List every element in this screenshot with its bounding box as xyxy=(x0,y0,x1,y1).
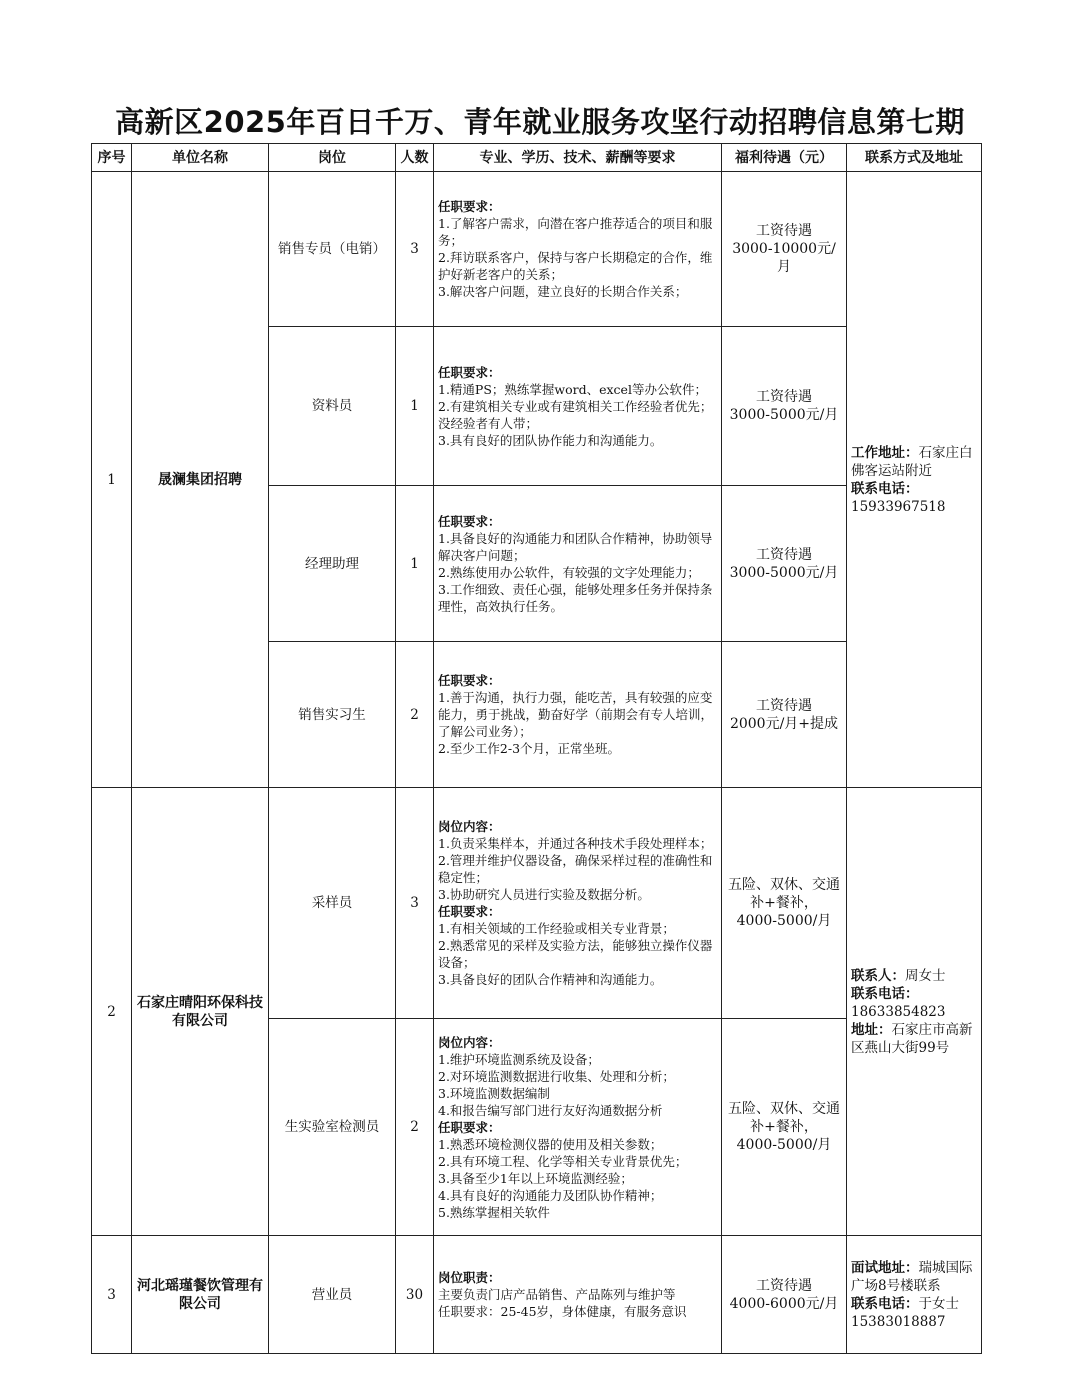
table-row xyxy=(92,788,982,1019)
welfare xyxy=(722,788,847,1019)
contact-label: 联系电话： xyxy=(851,1295,919,1312)
req-line: 3.具有良好的团队协作能力和沟通能力。 xyxy=(438,432,663,448)
position-name: 经理助理 xyxy=(269,486,396,642)
welfare-label: 五险、双休、交通补+餐补， xyxy=(728,1101,840,1135)
welfare-label: 五险、双休、交通补+餐补， xyxy=(728,877,840,911)
req-title: 任职要求： xyxy=(438,904,501,919)
req-title: 岗位内容： xyxy=(438,1034,501,1050)
welfare-label: 工资待遇 xyxy=(756,697,812,714)
requirements xyxy=(434,1019,722,1236)
req-line: 3.具备良好的团队合作精神和沟通能力。 xyxy=(438,972,663,987)
header-contact: 联系方式及地址 xyxy=(847,144,982,172)
req-line: 2.熟练使用办公软件，有较强的文字处理能力； xyxy=(438,564,700,580)
company-name: 河北瑶瑾餐饮管理有限公司 xyxy=(132,1236,269,1354)
req-line: 主要负责门店产品销售、产品陈列与维护等 xyxy=(438,1287,676,1302)
requirements xyxy=(434,327,722,486)
header-count: 人数 xyxy=(396,144,434,172)
welfare-salary: 3000-10000元/月 xyxy=(732,241,836,275)
position-name: 采样员 xyxy=(269,788,396,1019)
contact-line xyxy=(851,967,977,985)
req-title: 任职要求： xyxy=(438,1119,501,1135)
welfare xyxy=(722,486,847,642)
welfare-salary: 4000-5000/月 xyxy=(736,913,832,929)
contact-label: 面试地址： xyxy=(851,1259,919,1276)
req-line: 1.维护环境监测系统及设备； xyxy=(438,1051,600,1067)
req-title: 任职要求： xyxy=(438,364,501,380)
position-count: 3 xyxy=(396,172,434,327)
welfare-label: 工资待遇 xyxy=(756,1277,812,1294)
requirements xyxy=(434,642,722,788)
table-row xyxy=(92,172,982,327)
req-line: 2.管理并维护仪器设备，确保采样过程的准确性和稳定性； xyxy=(438,853,713,885)
req-line: 1.有相关领域的工作经验或相关专业背景； xyxy=(438,921,675,936)
req-line: 5.熟练掌握相关软件 xyxy=(438,1204,550,1220)
company-name: 晟澜集团招聘 xyxy=(132,172,269,788)
req-line: 4.和报告编写部门进行友好沟通数据分析 xyxy=(438,1102,663,1118)
contact-value: 15933967518 xyxy=(851,498,946,515)
welfare xyxy=(722,1236,847,1354)
contact-value: 18633854823 xyxy=(851,1003,946,1020)
contact-label: 地址： xyxy=(851,1021,892,1038)
position-name: 营业员 xyxy=(269,1236,396,1354)
req-line: 2.具有环境工程、化学等相关专业背景优先； xyxy=(438,1153,688,1169)
req-title: 岗位内容： xyxy=(438,819,501,834)
req-line: 任职要求：25-45岁，身体健康，有服务意识 xyxy=(438,1304,687,1319)
req-line: 1.善于沟通，执行力强，能吃苦，具有较强的应变能力，勇于挑战，勤奋好学（前期会有专人培训，了解公司业务）； xyxy=(438,690,714,739)
contact-line xyxy=(851,444,977,480)
welfare-label: 工资待遇 xyxy=(756,389,812,405)
contact-info xyxy=(847,788,982,1236)
contact-value: 瑞城国际广场8号楼联系 xyxy=(851,1259,973,1294)
req-line: 1.负责采集样本，并通过各种技术手段处理样本； xyxy=(438,836,713,851)
req-line: 3.工作细致、责任心强，能够处理多任务并保持条理性，高效执行任务。 xyxy=(438,581,713,614)
req-line: 3.环境监测数据编制 xyxy=(438,1085,550,1101)
requirements xyxy=(434,172,722,327)
requirements xyxy=(434,486,722,642)
position-count: 30 xyxy=(396,1236,434,1354)
req-title: 任职要求： xyxy=(438,673,501,688)
contact-value: 周女士 xyxy=(905,967,946,984)
welfare-salary: 3000-5000元/月 xyxy=(729,407,839,423)
header-row xyxy=(92,144,982,172)
page-title: 高新区2025年百日千万、青年就业服务攻坚行动招聘信息第七期 xyxy=(115,105,965,139)
requirements xyxy=(434,788,722,1019)
header-company: 单位名称 xyxy=(132,144,269,172)
requirements xyxy=(434,1236,722,1354)
req-line: 2.有建筑相关专业或有建筑相关工作经验者优先；没经验者有人带； xyxy=(438,398,713,431)
welfare-salary: 2000元/月+提成 xyxy=(729,715,839,732)
req-line: 2.熟悉常见的采样及实验方法，能够独立操作仪器设备； xyxy=(438,938,713,970)
row-number: 1 xyxy=(92,172,132,788)
contact-info xyxy=(847,172,982,788)
welfare-salary: 4000-6000元/月 xyxy=(729,1295,839,1312)
contact-info xyxy=(847,1236,982,1354)
req-title: 任职要求： xyxy=(438,513,501,529)
welfare-label: 工资待遇 xyxy=(756,546,812,563)
row-number: 2 xyxy=(92,788,132,1236)
req-line: 1.具备良好的沟通能力和团队合作精神，协助领导解决客户问题； xyxy=(438,530,713,563)
position-name: 生实验室检测员 xyxy=(269,1019,396,1236)
req-line: 2.对环境监测数据进行收集、处理和分析； xyxy=(438,1068,675,1084)
req-line: 2.拜访联系客户，保持与客户长期稳定的合作，维护好新老客户的关系； xyxy=(438,250,713,282)
welfare-salary: 3000-5000元/月 xyxy=(729,564,839,581)
welfare-salary: 4000-5000/月 xyxy=(736,1137,832,1153)
contact-value: 石家庄白佛客运站附近 xyxy=(851,444,973,479)
req-line: 1.了解客户需求，向潜在客户推荐适合的项目和服务； xyxy=(438,216,713,248)
contact-value: 于女士15383018887 xyxy=(851,1295,959,1330)
req-line: 2.至少工作2-3个月，正常坐班。 xyxy=(438,741,621,756)
req-line: 3.具备至少1年以上环境监测经验； xyxy=(438,1170,633,1186)
req-title: 岗位职责： xyxy=(438,1270,501,1285)
position-count: 2 xyxy=(396,642,434,788)
row-number: 3 xyxy=(92,1236,132,1354)
header-no: 序号 xyxy=(92,144,132,172)
header-welfare: 福利待遇（元） xyxy=(722,144,847,172)
req-line: 4.具有良好的沟通能力及团队协作精神； xyxy=(438,1187,663,1203)
contact-line xyxy=(851,985,977,1021)
req-line: 3.协助研究人员进行实验及数据分析。 xyxy=(438,887,650,902)
welfare xyxy=(722,1019,847,1236)
req-line: 1.熟悉环境检测仪器的使用及相关参数； xyxy=(438,1136,663,1152)
contact-label: 联系电话： xyxy=(851,480,919,497)
contact-label: 联系电话： xyxy=(851,985,919,1002)
header-requirements: 专业、学历、技术、薪酬等要求 xyxy=(434,144,722,172)
company-name: 石家庄晴阳环保科技有限公司 xyxy=(132,788,269,1236)
welfare xyxy=(722,642,847,788)
recruitment-table xyxy=(91,143,982,1354)
contact-line xyxy=(851,1021,977,1057)
position-count: 1 xyxy=(396,486,434,642)
contact-line xyxy=(851,1295,977,1331)
contact-value: 石家庄市高新区燕山大街99号 xyxy=(851,1021,973,1056)
position-count: 2 xyxy=(396,1019,434,1236)
welfare xyxy=(722,327,847,486)
position-name: 销售专员（电销） xyxy=(269,172,396,327)
req-title: 任职要求： xyxy=(438,199,501,214)
position-name: 销售实习生 xyxy=(269,642,396,788)
welfare xyxy=(722,172,847,327)
contact-line xyxy=(851,1259,977,1295)
contact-line xyxy=(851,480,977,516)
contact-label: 工作地址： xyxy=(851,444,919,461)
contact-label: 联系人： xyxy=(851,967,905,984)
req-line: 3.解决客户问题，建立良好的长期合作关系； xyxy=(438,284,688,299)
position-count: 1 xyxy=(396,327,434,486)
position-name: 资料员 xyxy=(269,327,396,486)
req-line: 1.精通PS；熟练掌握word、excel等办公软件； xyxy=(438,381,707,397)
header-position: 岗位 xyxy=(269,144,396,172)
position-count: 3 xyxy=(396,788,434,1019)
welfare-label: 工资待遇 xyxy=(756,223,812,239)
table-row xyxy=(92,1236,982,1354)
